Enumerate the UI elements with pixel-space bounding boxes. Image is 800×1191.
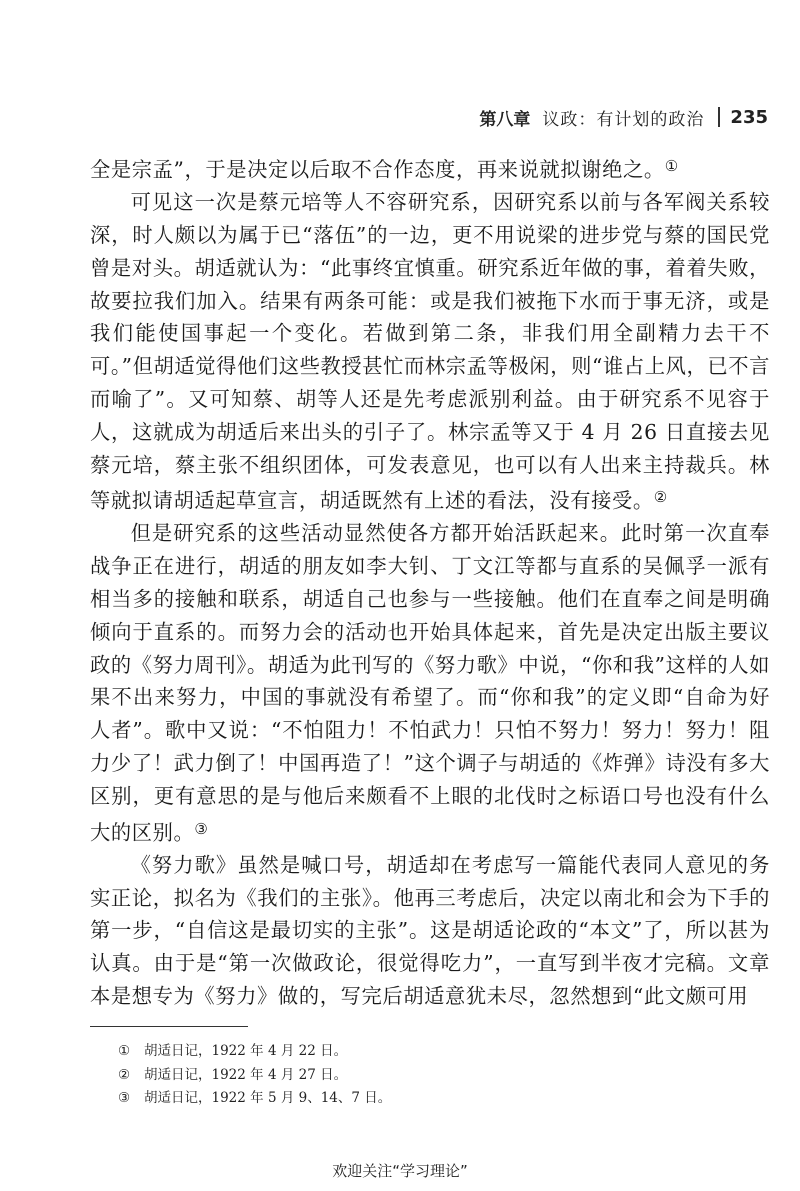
footnote-ref[interactable]: ① (664, 157, 680, 175)
page-number: 235 (730, 106, 768, 128)
running-header (479, 104, 768, 130)
paragraph: 但是研究系的这些活动显然使各方都开始活跃起来。此时第一次直奉战争正在进行，胡适的朋友如李大钊、丁文江等都与直系的吴佩孚一派有相当多的接触和联系，胡适自己也参与一些接触。他们在直奉之间是明确倾向于直系的。而努力会的活动也开始具体起来，首先是决定出版主要议政的《努力周刊》。胡适为此刊写的《努力歌》中说，“你和我”这样的人如果不出来努力，中国的事就没有希望了。而“你和我”的定义即“自命为好人者”。歌中又说：“不怕阻力！不怕武力！只怕不努力！努力！努力！阻力少了！武力倒了！中国再造了！”这个调子与胡适的《炸弹》诗没有多大区别，更有意思的是与他后来颇看不上眼的北伐时之标语口号也没有什么大的区别。③ (90, 521, 770, 844)
footnote-text: 胡适日记，1922 年 4 月 27 日。 (144, 1066, 348, 1083)
footnote-divider (90, 1026, 248, 1027)
footnote-ref[interactable]: ③ (194, 819, 209, 838)
paragraph: 《努力歌》虽然是喊口号，胡适却在考虑写一篇能代表同人意见的务实正论，拟名为《我们的主张》。他再三考虑后，决定以南北和会为下手的第一步，“自信这是最切实的主张”。这是胡适论政的“本文”了，所以甚为认真。由于是“第一次做政论，很觉得吃力”，一直写到半夜才完稿。文章本是想专为《努力》做的，写完后胡适意犹未尽，忽然想到“此文颇可用 (90, 852, 770, 1008)
paragraph: 全是宗孟”，于是决定以后取不合作态度，再来说就拟谢绝之。① (90, 157, 680, 182)
bottom-credit: 欢迎关注“学习理论” (332, 1162, 468, 1180)
footnote-text: 胡适日记，1922 年 4 月 22 日。 (144, 1043, 348, 1059)
footnotes (118, 1040, 391, 1111)
footnote-mark: ② (118, 1066, 131, 1083)
footnote (118, 1064, 391, 1088)
footnote-mark: ③ (118, 1090, 131, 1106)
chapter-title: 议政：有计划的政治 (542, 109, 705, 130)
header-divider (718, 107, 720, 127)
footnote (118, 1087, 391, 1111)
chapter-label: 第八章 (479, 109, 531, 130)
paragraph: 可见这一次是蔡元培等人不容研究系，因研究系以前与各军阀关系较深，时人颇以为属于已“落伍”的一边，更不用说梁的进步党与蔡的国民党曾是对头。胡适就认为：“此事终宜慎重。研究系近年做的事，着着失败，故要拉我们加入。结果有两条可能：或是我们被拖下水而于事无济，或是我们能使国事起一个变化。若做到第二条，非我们用全副精力去干不可。”但胡适觉得他们这些教授甚忙而林宗孟等极闲，则“谁占上风，已不言而喻了”。又可知蔡、胡等人还是先考虑派别利益。由于研究系不见容于人，这就成为胡适后来出头的引子了。林宗孟等又于 4 月 26 日直接去见蔡元培，蔡主张不组织团体，可发表意见，也可以有人出来主持裁兵。林等就拟请胡适起草宣言，胡适既然有上述的看法，没有接受。② (90, 190, 770, 513)
footnote-text: 胡适日记，1922 年 5 月 9、14、7 日。 (144, 1090, 392, 1106)
footnote-ref[interactable]: ② (653, 488, 669, 507)
footnote (118, 1040, 391, 1064)
body-text (90, 150, 770, 1013)
footnote-mark: ① (118, 1043, 131, 1059)
